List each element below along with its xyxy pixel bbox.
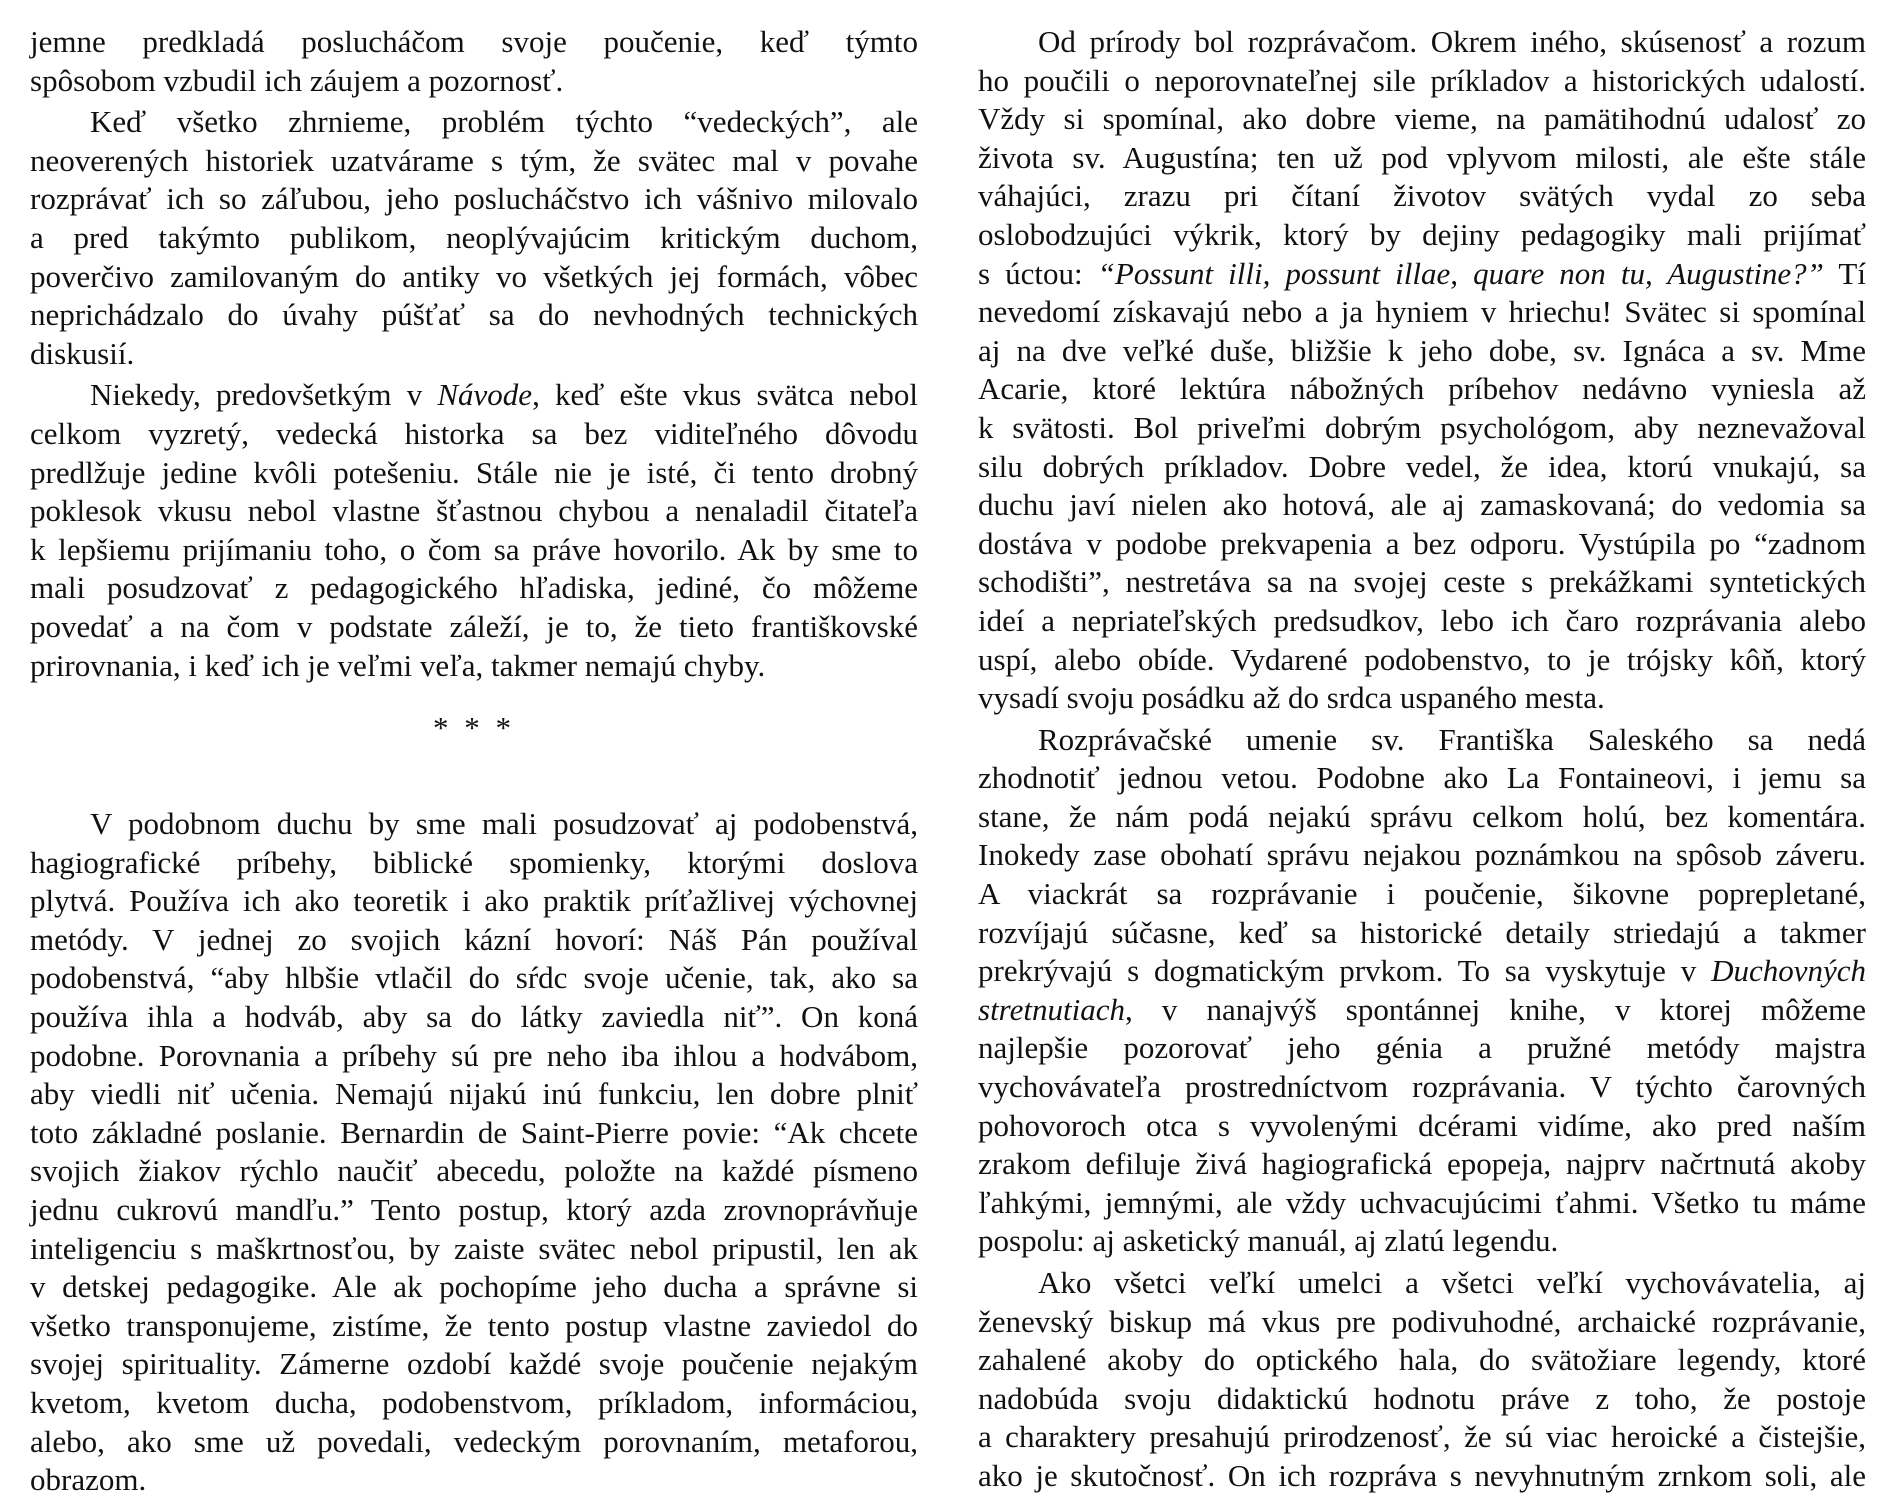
text-line: jednu cukrovú mandľu.” Tento postup, ktorý azda zrovnoprávňuje	[30, 1192, 918, 1228]
text-line: rozprávať ich so záľubou, jeho poslucháčstvo ich vášnivo milovalo	[30, 181, 918, 217]
text-line: aj na dve veľké duše, bližšie k jeho dobe, sv. Ignáca a sv. Mme	[978, 332, 1866, 368]
text-line: vychovávateľa prostredníctvom rozprávania. V týchto čarovných	[978, 1069, 1866, 1105]
right-paragraphs	[978, 23, 1866, 1496]
text-line: ideí a nepriateľských predsudkov, lebo ich čaro rozprávania alebo	[978, 602, 1866, 638]
italic-title: “Possunt illi, possunt illae, quare non tu, Augustine?”	[1097, 255, 1824, 291]
text-line: Keď všetko zhrnieme, problém týchto “vedeckých”, ale	[90, 104, 918, 140]
section-separator: * * *	[433, 710, 515, 746]
text-line: alebo, ako sme už povedali, vedeckým porovnaním, metaforou,	[30, 1423, 918, 1459]
right-column	[978, 23, 1866, 1499]
text-line: prirovnania, i keď ich je veľmi veľa, takmer nemajú chyby.	[30, 647, 766, 683]
text-line: poklesok vkusu nebol vlastne šťastnou chybou a nenaladil čitateľa	[30, 493, 918, 529]
italic-title: Návode	[437, 377, 533, 413]
italic-title: Duchovných	[1711, 953, 1866, 989]
text-line: povedať a na čom v podstate záleží, je to, že tieto františkovské	[30, 608, 918, 644]
text-line: Rozprávačské umenie sv. Františka Saleského sa nedá	[1038, 721, 1866, 757]
text-line: pospolu: aj asketický manuál, aj zlatú legendu.	[978, 1223, 1559, 1259]
text-line: stane, že nám podá nejakú správu celkom holú, bez komentára.	[978, 798, 1866, 834]
text-line: V podobnom duchu by sme mali posudzovať aj podobenstvá,	[90, 806, 918, 842]
text-line: najlepšie pozorovať jeho génia a pružné metódy majstra	[978, 1030, 1866, 1066]
text-line: spôsobom vzbudil ich záujem a pozornosť.	[30, 62, 564, 98]
text-line: kvetom, kvetom ducha, podobenstvom, príkladom, informáciou,	[30, 1385, 918, 1420]
text-line: hagiografické príbehy, biblické spomienky, ktorými doslova	[30, 844, 918, 880]
text-line: duchu javí nielen ako hotová, ale aj zamaskovaná; do vedomia sa	[978, 487, 1866, 523]
text-line: predlžuje jedine kvôli potešeniu. Stále nie je isté, či tento drobný	[30, 454, 918, 490]
text-line: uspí, alebo obíde. Vydarené podobenstvo, to je trójsky kôň, ktorý	[978, 641, 1866, 677]
text-line: nevedomí získavajú nebo a ja hyniem v hriechu! Svätec si spomínal	[978, 294, 1866, 330]
text-line: prekrývajú s dogmatickým prvkom. To sa vyskytuje v Duchovných	[978, 953, 1866, 989]
text-line: Ako všetci veľkí umelci a všetci veľkí vychovávatelia, aj	[1038, 1265, 1866, 1300]
text-line: oslobodzujúci výkrik, ktorý by dejiny pedagogiky mali prijímať	[978, 216, 1866, 252]
text-line: ľahkými, jemnými, ale vždy uchvacujúcimi ťahmi. Všetko tu máme	[978, 1184, 1866, 1220]
text-line: obrazom.	[30, 1462, 147, 1498]
text-line: váhajúci, zrazu pri čítaní životov svätých vydal zo seba	[978, 178, 1866, 214]
paragraph	[30, 805, 918, 1500]
text-line: života sv. Augustína; ten už pod vplyvom milosti, ale ešte stále	[978, 139, 1866, 175]
left-paragraphs-bottom	[30, 805, 918, 1500]
paragraph	[30, 103, 918, 373]
text-line: zrakom defiluje živá hagiografická epopeja, najprv načrtnutá akoby	[978, 1146, 1866, 1182]
text-line: aby viedli niť učenia. Nemajú nijakú inú funkciu, len dobre plniť	[30, 1076, 918, 1112]
text-line: diskusií.	[30, 335, 135, 371]
left-paragraphs-top	[30, 23, 918, 685]
text-line: Inokedy zase obohatí správu nejakou poznámkou na spôsob záveru.	[978, 837, 1866, 873]
text-line: metódy. V jednej zo svojich kázní hovorí: Náš Pán používal	[30, 921, 918, 957]
text-line: jemne predkladá poslucháčom svoje poučenie, keď týmto	[30, 24, 918, 59]
text-line: silu dobrých príkladov. Dobre vedel, že idea, ktorú vnukajú, sa	[978, 448, 1866, 484]
text-line: schodišti”, nestretáva sa na svojej ceste s prekážkami syntetických	[978, 564, 1866, 600]
text-line: A viackrát sa rozprávanie i poučenie, šikovne poprepletané,	[978, 876, 1866, 912]
text-line: neoverených historiek uzatvárame s tým, že svätec mal v povahe	[30, 142, 918, 178]
paragraph	[978, 23, 1866, 718]
text-line: podobenstvá, “aby hlbšie vtlačil do sŕdc svoje učenie, tak, ako sa	[30, 960, 918, 996]
text-line: ho poučili o neporovnateľnej sile príkladov a historických udalostí.	[978, 62, 1866, 98]
text-line: ako je skutočnosť. On ich rozpráva s nevyhnutným zrnkom soli, ale	[978, 1457, 1866, 1493]
left-column	[30, 23, 918, 1503]
text-line: ženevský biskup má vkus pre podivuhodné, archaické rozprávanie,	[978, 1303, 1866, 1339]
text-line: neprichádzalo do úvahy púšťať sa do nevhodných technických	[30, 297, 918, 333]
text-line: používa ihla a hodváb, aby sa do látky zaviedla niť”. On koná	[30, 999, 918, 1035]
text-line: a charaktery presahujú prirodzenosť, že sú viac heroické a čistejšie,	[978, 1419, 1866, 1455]
text-line: v detskej pedagogike. Ale ak pochopíme jeho ducha a správne si	[30, 1269, 918, 1305]
text-line: celkom vyzretý, vedecká historka sa bez viditeľného dôvodu	[30, 415, 918, 451]
text-line: toto základné poslanie. Bernardin de Saint-Pierre povie: “Ak chcete	[30, 1114, 918, 1150]
text-line: nadobúda svoju didaktickú hodnotu práve z toho, že postoje	[978, 1380, 1866, 1416]
text-line: plytvá. Používa ich ako teoretik i ako praktik príťažlivej výchovnej	[30, 883, 918, 919]
text-line: Od prírody bol rozprávačom. Okrem iného, skúsenosť a rozum	[1038, 24, 1866, 59]
text-line: poverčivo zamilovaným do antiky vo všetkých jej formách, vôbec	[30, 258, 918, 294]
text-line: a pred takýmto publikom, neoplývajúcim kritickým duchom,	[30, 219, 918, 255]
text-line: Niekedy, predovšetkým v Návode, keď ešte vkus svätca nebol	[90, 377, 919, 413]
paragraph	[978, 721, 1866, 1261]
text-line: Vždy si spomínal, ako dobre vieme, na pamätihodnú udalosť zo	[978, 101, 1866, 137]
text-line: svojej spirituality. Zámerne ozdobí každé svoje poučenie nejakým	[30, 1346, 918, 1382]
text-line: inteligenciu s maškrtnosťou, by zaiste svätec nebol pripustil, len ak	[30, 1230, 918, 1266]
text-line: s úctou: “Possunt illi, possunt illae, quare non tu, Augustine?” Tí	[978, 255, 1866, 291]
paragraph	[30, 23, 918, 100]
text-line: k lepšiemu prijímaniu toho, o čom sa práve hovorilo. Ak by sme to	[30, 531, 918, 567]
paragraph	[978, 1264, 1866, 1496]
text-line: k svätosti. Bol priveľmi dobrým psychológom, aby neznevažoval	[978, 409, 1866, 445]
text-line: Acarie, ktoré lektúra nábožných príbehov nedávno vyniesla až	[978, 371, 1866, 407]
text-line: všetko transponujeme, zistíme, že tento postup vlastne zaviedol do	[30, 1307, 918, 1343]
text-line: mali posudzovať z pedagogického hľadiska, jediné, čo môžeme	[30, 570, 918, 606]
text-line: zahalené akoby do optického hala, do svätožiare legendy, ktoré	[978, 1342, 1866, 1378]
text-line: rozvíjajú súčasne, keď sa historické detaily striedajú a takmer	[978, 914, 1866, 950]
text-line: zhodnotiť jednou vetou. Podobne ako La Fontaineovi, i jemu sa	[978, 760, 1866, 796]
text-line: pohovoroch otca s vyvolenými dcérami vidíme, ako pred naším	[978, 1107, 1866, 1143]
text-line: dostáva v podobe prekvapenia a bez odporu. Vystúpila po “zadnom	[978, 525, 1866, 561]
italic-title: stretnutiach	[978, 991, 1125, 1027]
text-line: vysadí svoju posádku až do srdca uspaného mesta.	[978, 680, 1605, 716]
text-line: stretnutiach, v nanajvýš spontánnej knihe, v ktorej môžeme	[978, 991, 1866, 1027]
paragraph	[30, 376, 918, 685]
text-line: podobne. Porovnania a príbehy sú pre neho iba ihlou a hodvábom,	[30, 1037, 918, 1073]
text-line: svojich žiakov rýchlo naučiť abecedu, položte na každé písmeno	[30, 1153, 918, 1189]
